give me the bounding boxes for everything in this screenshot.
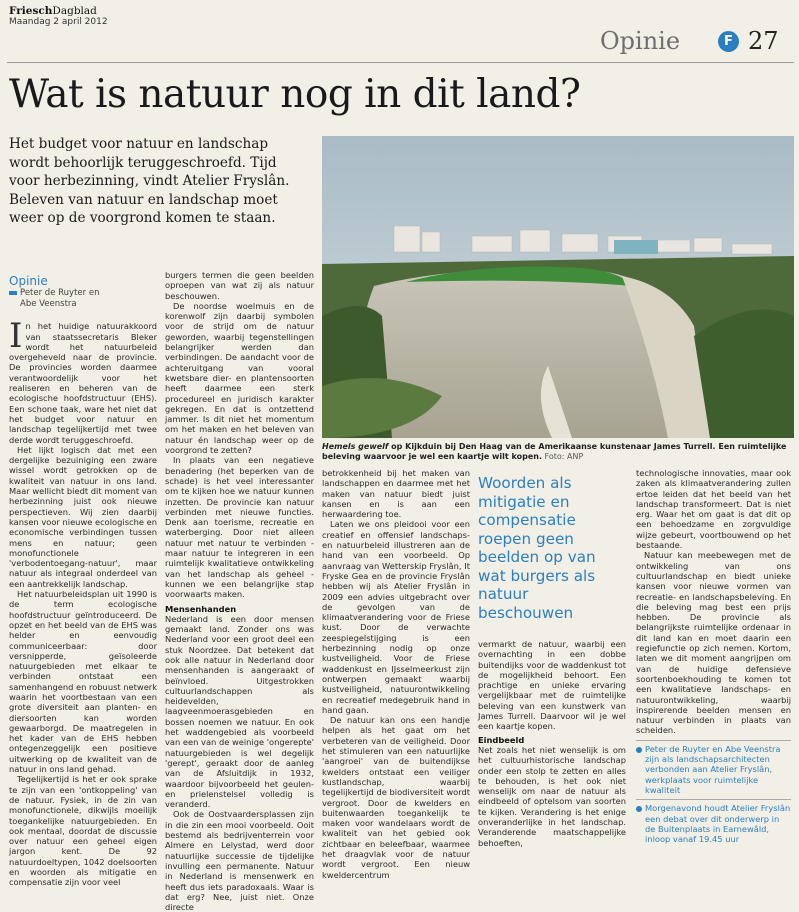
paragraph: Net zoals het niet wenselijk is om het cultuurhistorische landschap onder een stolp te zetten en alles te behouden, is het ook niet wenselijk om naar de natuur als eindbeeld of optelsom van soorten te kijken. Verandering is het enige onveranderlijke in het landschap. Veranderende maatschappelijke behoeften, xyxy=(478,744,626,848)
paragraph: In het huidige natuurakkoord van staatssecretaris Bleker wordt het natuurbeleid overgeheveld naar de provincie. De provincies worden daarmee verantwoordelijk voor het realiseren en beheren van de ecologische hoofdstructuur (EHS). Een schone taak, ware het niet dat het budget voor natuur en landschap tegelijkertijd met twee derde wordt teruggeschroefd. xyxy=(9,316,157,445)
dune-landscape-image xyxy=(322,136,794,438)
column-3 xyxy=(322,468,470,880)
paragraph: Laten we ons pleidooi voor een creatief en offensief landschaps- en natuurbeleid illustreren aan de hand van een voorbeeld. Op aanvraag van Wetterskip Fryslân, It Fryske Gea en de provincie Fryslân hebben wij als Atelier Fryslân in 2009 een advies uitgebracht over de gevolgen van de klimaatverandering voor de Friese kust. Door de verwachte zeespiegelstijging is een herbezinning nodig op onze kustveiligheid. Voor de Friese waddenkust en IJsselmeerkust zijn ontwerpen gemaakt waarbij kustveiligheid, natuurontwikkeling en recreatief medegebruik hand in hand gaan. xyxy=(322,519,470,715)
pencil-icon xyxy=(9,291,17,295)
page-number: 27 xyxy=(748,27,779,55)
paragraph: Het lijkt logisch dat met een dergelijke bezuiniging een zware wissel wordt getrokken op de kwaliteit van natuur in ons land. Maar wellicht biedt dit moment van herbezinning juist ook nieuwe perspectieven. Wij zien daarbij kansen voor nieuwe ecologische en economische verbindingen tussen mens en natuur; geen monofunctionele 'verbodentoegang-natuur', maar natuur als integraal onderdeel van een aantrekkelijk landschap. xyxy=(9,444,157,589)
issue-date: Maandag 2 april 2012 xyxy=(9,17,108,27)
paragraph: Het natuurbeleidsplan uit 1990 is de term ecologische hoofdstructuur geïntroduceerd. De opzet en het beeld van de EHS was helder en eenvoudig communiceerbaar: door versnipperde, geïsoleerde natuurgebieden met elkaar te verbinden ontstaat een samenhangend en robuust netwerk waarin het voortbestaan van een grote diversiteit aan planten- en diersoorten kan worden gewaarborgd. De maatregelen in het kader van de EHS hebben ontegenzeggelijk een positieve uitwerking op de kwaliteit van de natuur in ons land gehad. xyxy=(9,589,158,775)
section-badge-icon: F xyxy=(718,31,739,52)
section-label: Opinie xyxy=(600,27,681,55)
paragraph: technologische innovaties, maar ook zaken als klimaatverandering zullen ertoe leiden dat het beeld van het landschap transformeert. Dat is niet erg. Waar het om gaat is dat dit op een behoedzame en zorgvuldige wijze gebeurt, voortbouwend op het bestaande. xyxy=(636,468,791,551)
paragraph: Natuur kan meebewegen met de ontwikkeling van ons cultuurlandschap en biedt unieke kansen voor nieuwe vormen van recreatie- en landschapsbeleving. En die beleving mag best een prijs hebben. De provincie als belangrijkste ruimtelijke ordenaar in dit land kan en moet daarin een regiefunctie op zich nemen. Kortom, laten we dit moment aangrijpen om van de huidige defensieve soortenboekhouding te komen tot een kwalitatieve landschaps- en natuurontwikkeling, waarbij inspirerende beelden mensen en natuur verbinden in plaats van scheiden. xyxy=(636,550,791,736)
subheading: Eindbeeld xyxy=(478,734,525,745)
byline xyxy=(9,274,129,309)
column-2 xyxy=(165,270,314,912)
paragraph: In plaats van een negatieve benadering (het beperken van de schade) is het veel interessanter om te kijken hoe we natuur kunnen inzetten. De provincie kan natuur verbinden met nieuwe functies. Denk aan toerisme, recreatie en waterberging. Door niet alleen natuur met natuur te verbinden - maar natuur te integreren in een ruimtelijk kwalitatieve ontwikkeling van het landschap als geheel - kunnen we een belangrijke stap voorwaarts maken. xyxy=(165,455,314,600)
rule-top xyxy=(7,62,794,63)
drop-cap: I xyxy=(9,316,23,357)
column-5 xyxy=(636,468,791,845)
subheading: Mensenhanden xyxy=(165,603,237,614)
bullet-icon xyxy=(636,747,642,753)
paragraph: Nederland is een door mensen gemaakt land. Zonder ons was Nederland voor een groot deel een stuk Noordzee. Dat betekent dat ook alle natuur in Nederland door mensenhanden is aangeraakt of beïnvloed. Uitgestrokken cultuurlandschappen als heidevelden, laagveenmoerasgebieden en bossen noemen we natuur. En ook het waddengebied als voorbeeld van een van de weinige 'ongerepte' natuurgebieden is wel degelijk 'gerept', geraakt door de aanleg van de Afsluitdijk in 1932, waardoor bijvoorbeeld het geulen- en prielenstelsel volledig is veranderd. xyxy=(165,613,314,810)
intro-text: Het budget voor natuur en landschap wordt behoorlijk teruggeschroefd. Tijd voor herbezinning, vindt Atelier Fryslân. Beleven van natuur en landschap moet weer op de voorgrond komen te staan. xyxy=(9,136,290,226)
paragraph: burgers termen die geen beelden oproepen van wat zij als natuur beschouwen. xyxy=(165,270,314,301)
byline-label: Opinie xyxy=(9,274,48,288)
paragraph: Tegelijkertijd is het er ook sprake te zijn van een 'ontkoppeling' van de natuur. Fysiek, in de zin van monofunctionele, dikwijls moeilijk toegankelijke natuurgebieden. En ook mentaal, doordat de discussie over natuur een geheel eigen jargon kent. De 92 natuurdoeltypen, 1042 doelsoorten en woorden als mitigatie en compensatie zijn voor veel xyxy=(9,774,157,888)
paragraph: Ook de Oostvaardersplassen zijn in die zin een mooi voorbeeld. Ooit bestemd als bedrijventerrein voor Almere en Lelystad, werd door natuurlijke successie de tijdelijke invulling een permanente. Natuur in Nederland is mensenwerk en heeft dus iets paradoxaals. Waar is dat erg? Nee, juist niet. Onze directe xyxy=(165,809,314,912)
paragraph: vermarkt de natuur, waarbij een overnachting in een dobbe buitendijks voor de waddenkust tot de mogelijkheid behoort. Een prachtige en unieke ervaring vergelijkbaar met de ruimtelijke beleving van een kunstwerk van James Turrell. Daarvoor wil je wel een kaartje kopen. xyxy=(478,639,626,732)
newspaper-name: FrieschDagblad xyxy=(9,5,97,17)
headline: Wat is natuur nog in dit land? xyxy=(9,72,581,117)
pull-quote: Woorden als mitigatie en compensatie roepen geen beelden op van wat burgers als natuur beschouwen xyxy=(478,474,596,622)
paragraph: De natuur kan ons een handje helpen als het gaat om het verbeteren van de veiligheid. Door het stimuleren van een natuurlijke 'aangroei' van de buitendijkse kwelders ontstaat een veiliger kustlandschap, waarbij tegelijkertijd de biodiversiteit wordt vergroot. Door de kwelders en buitenwaarden toegankelijk te maken voor wandelaars wordt de kwaliteit van het gebied ook zichtbaar en beleefbaar, waarmee het draagvlak voor de natuur wordt vergroot. Een nieuw kweldercentrum xyxy=(322,715,470,880)
masthead xyxy=(9,5,209,28)
author-note: Peter de Ruyter en Abe Veenstra zijn als landschapsarchitecten verbonden aan Atelier Fryslân, werkplaats voor ruimtelijke kwaliteit xyxy=(636,740,791,795)
author-names: Peter de Ruyter en Abe Veenstra xyxy=(9,288,129,309)
photo xyxy=(322,136,794,438)
paragraph: De noordse woelmuis en de korenwolf zijn daarbij symbolen voor de strijd om de natuur geworden, waarbij tegenstellingen belangrijker werden dan verbindingen. De aandacht voor de achteruitgang van vooral kwetsbare dier- en plantensoorten heeft daarmee een sterk procedureel en juridisch karakter gekregen. En dat is ontzettend jammer. Is dit niet het momentum om het maken en het beleven van natuur én landschap weer op de voorgrond te zetten? xyxy=(165,300,314,456)
column-1 xyxy=(9,311,158,888)
paragraph: betrokkenheid bij het maken van landschappen en daarmee met het maken van natuur biedt juist kansen en is aan een herwaardering toe. xyxy=(322,468,470,520)
section-header xyxy=(600,26,790,56)
photo-credit: Foto: ANP xyxy=(544,452,584,461)
event-note: Morgenavond houdt Atelier Fryslân een debat over dit onderwerp in de Buitenplaats in Earnewâld, inloop vanaf 19.45 uur xyxy=(636,799,791,844)
column-4 xyxy=(478,639,626,848)
caption-title: Hemels gewelf xyxy=(322,442,389,451)
photo-caption: Hemels gewelf op Kijkduin bij Den Haag van de Amerikaanse kunstenaar James Turrell. Een ruimtelijke beleving waarvoor je wel een kaartje wilt kopen. Foto: ANP xyxy=(322,442,787,461)
